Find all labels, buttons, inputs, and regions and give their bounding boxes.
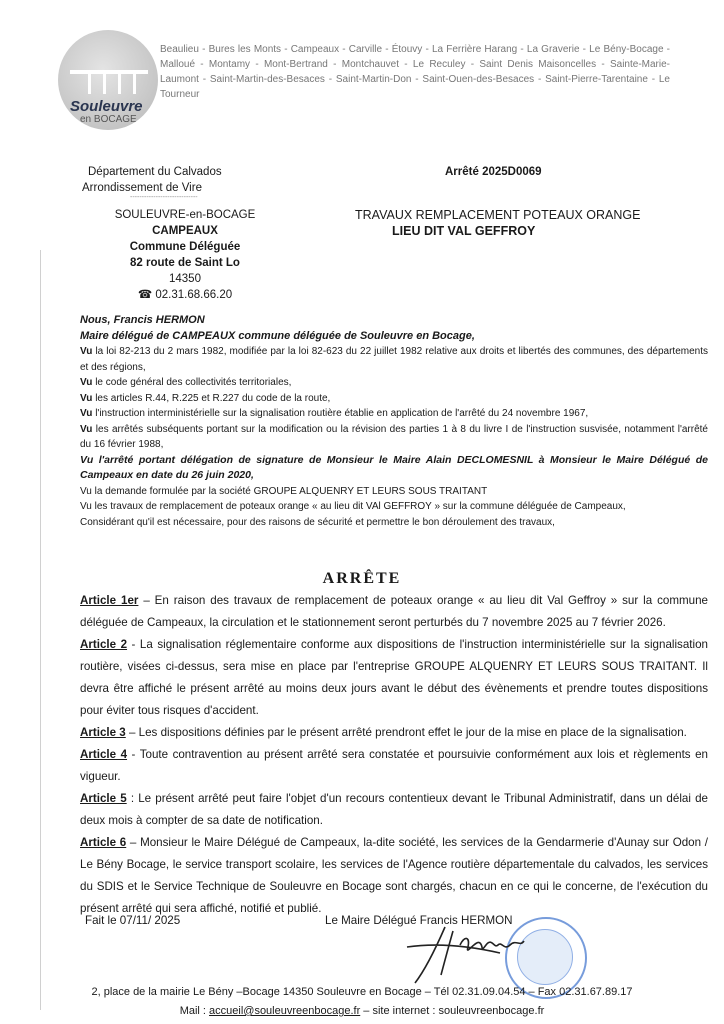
footer-address: 2, place de la mairie Le Bény –Bocage 14350 Souleuvre en Bocage – Tél 02.31.09.04.54 – Fax 02.31.67.89.17 — [91, 986, 633, 998]
commune-postcode: 14350 — [169, 273, 201, 285]
email-link[interactable]: accueil@souleuvreenbocage.fr — [209, 1005, 361, 1017]
subject-line-2: LIEU DIT VAL GEFFROY — [392, 224, 536, 238]
delegation-line: Vu l'arrêté portant délégation de signature de Monsieur le Maire Alain DECLOMESNIL à Monsieur le Maire Délégué de Campeaux en date du 26 juin 2020, — [80, 453, 708, 481]
vu-item: Vu l'instruction interministérielle sur la signalisation routière établie en application de l'arrêté du 24 novembre 1967, — [80, 408, 589, 419]
souleuvre-logo — [58, 30, 158, 130]
logo-text-main: Souleuvre — [70, 98, 143, 115]
phone-icon: ☎ — [137, 289, 153, 301]
article-3: Article 3 – Les dispositions définies par le présent arrêté prendront effet le jour de la mise en place de la signalisation. — [80, 726, 687, 739]
departement: Département du Calvados — [88, 166, 222, 178]
articles — [80, 590, 708, 920]
preamble — [80, 313, 708, 530]
travaux-line: Vu les travaux de remplacement de poteaux orange « au lieu dit VAl GEFFROY » sur la commune déléguée de Campeaux, — [80, 501, 626, 512]
signatory-line: Le Maire Délégué Francis HERMON — [325, 914, 513, 927]
maire-line: Maire délégué de CAMPEAUX commune déléguée de Souleuvre en Bocage, — [80, 329, 475, 342]
commune-type: Commune Déléguée — [129, 241, 241, 253]
article-1: Article 1er – En raison des travaux de remplacement de poteaux orange « au lieu dit Val Geffroy » sur la commune déléguée de Campeaux, la circulation et le stationnement seront perturbés du 7 novembre 2025 au 7 février 2026. — [80, 594, 708, 629]
handwritten-signature — [405, 925, 545, 985]
separator: ----------------------------- — [130, 194, 198, 201]
footer: 2, place de la mairie Le Bény –Bocage 14350 Souleuvre en Bocage – Tél 02.31.09.04.54 – Fax 02.31.67.89.17 Mail : accueil@souleuvreenbocage.fr – site internet : souleuvreenbocage.fr — [0, 983, 724, 1021]
demande-line: Vu la demande formulée par la société GROUPE ALQUENRY ET LEURS SOUS TRAITANT — [80, 485, 488, 497]
nous-line: Nous, Francis HERMON — [80, 314, 205, 326]
article-2: Article 2 - La signalisation réglementaire conforme aux dispositions de l'instruction interministérielle sur la signalisation routière, visées ci-dessus, sera mise en place par l'entreprise GROUPE ALQUENRY ET LEURS SOUS TRAITANT. Il devra être affiché le présent arrêté au moins deux jours avant le début des évènements et prendre toutes dispositions pour éviter tous risques d'accident. — [80, 638, 708, 717]
commune-phone: 02.31.68.66.20 — [155, 289, 233, 301]
communes-list: Beaulieu - Bures les Monts - Campeaux - Carville - Étouvy - La Ferrière Harang - La Graverie - Le Bény-Bocage - Malloué - Montamy - Mont-Bertrand - Montchauvet - Le Reculey - Saint Denis Maisoncelles - Sainte-Marie-Laumont - Saint-Martin-des-Besaces - Saint-Martin-Don - Saint-Ouen-des-Besaces - Saint-Pierre-Tarentaine - Le Tourneur — [160, 44, 670, 100]
date-line: Fait le 07/11/ 2025 — [85, 914, 181, 927]
commune-name: SOULEUVRE-en-BOCAGE — [114, 209, 256, 221]
subject-line-1: TRAVAUX REMPLACEMENT POTEAUX ORANGE — [355, 208, 641, 222]
website: – site internet : souleuvreenbocage.fr — [360, 1005, 545, 1017]
article-6: Article 6 – Monsieur le Maire Délégué de Campeaux, la-dite société, les services de la Gendarmerie d'Aunay sur Odon / Le Bény Bocage, le service transport scolaire, les services de l'Agence routière départementale du calvados, les services du SDIS et le Service Technique de Souleuvre en Bocage sont chargés, chacun en ce qui le concerne, de l'exécution du présent arrêté qui sera affiché, notifié et publié. — [80, 836, 708, 915]
vu-item: Vu les arrêtés subséquents portant sur la modification ou la révision des parties 1 à 8 du livre I de l'instruction susvisée, notamment l'arrêté du 16 février 1988, — [80, 423, 708, 450]
commune-address: 82 route de Saint Lo — [130, 257, 240, 269]
article-5: Article 5 : Le présent arrêté peut faire l'objet d'un recours contentieux devant le Tribunal Administratif, dans un délai de deux mois à compter de sa date de notification. — [80, 792, 708, 827]
logo-text-sub: en BOCAGE — [80, 114, 137, 125]
considerant-line: Considérant qu'il est nécessaire, pour des raisons de sécurité et permettre le bon déroulement des travaux, — [80, 516, 555, 528]
scan-margin-line — [40, 250, 41, 1010]
vu-item: Vu la loi 82-213 du 2 mars 1982, modifiée par la loi 82-623 du 22 juillet 1982 relative aux droits et libertés des communes, des départements et des régions, — [80, 346, 708, 373]
vu-item: Vu les articles R.44, R.225 et R.227 du code de la route, — [80, 392, 331, 404]
arrete-title: ARRÊTE — [322, 570, 402, 587]
commune-deleguee: CAMPEAUX — [152, 225, 218, 237]
vu-item: Vu le code général des collectivités territoriales, — [80, 377, 292, 388]
arrete-number: Arrêté 2025D0069 — [445, 166, 542, 178]
article-4: Article 4 - Toute contravention au présent arrêté sera constatée et poursuivie conformément aux lois et règlements en vigueur. — [80, 748, 708, 783]
arrondissement: Arrondissement de Vire — [82, 182, 202, 194]
